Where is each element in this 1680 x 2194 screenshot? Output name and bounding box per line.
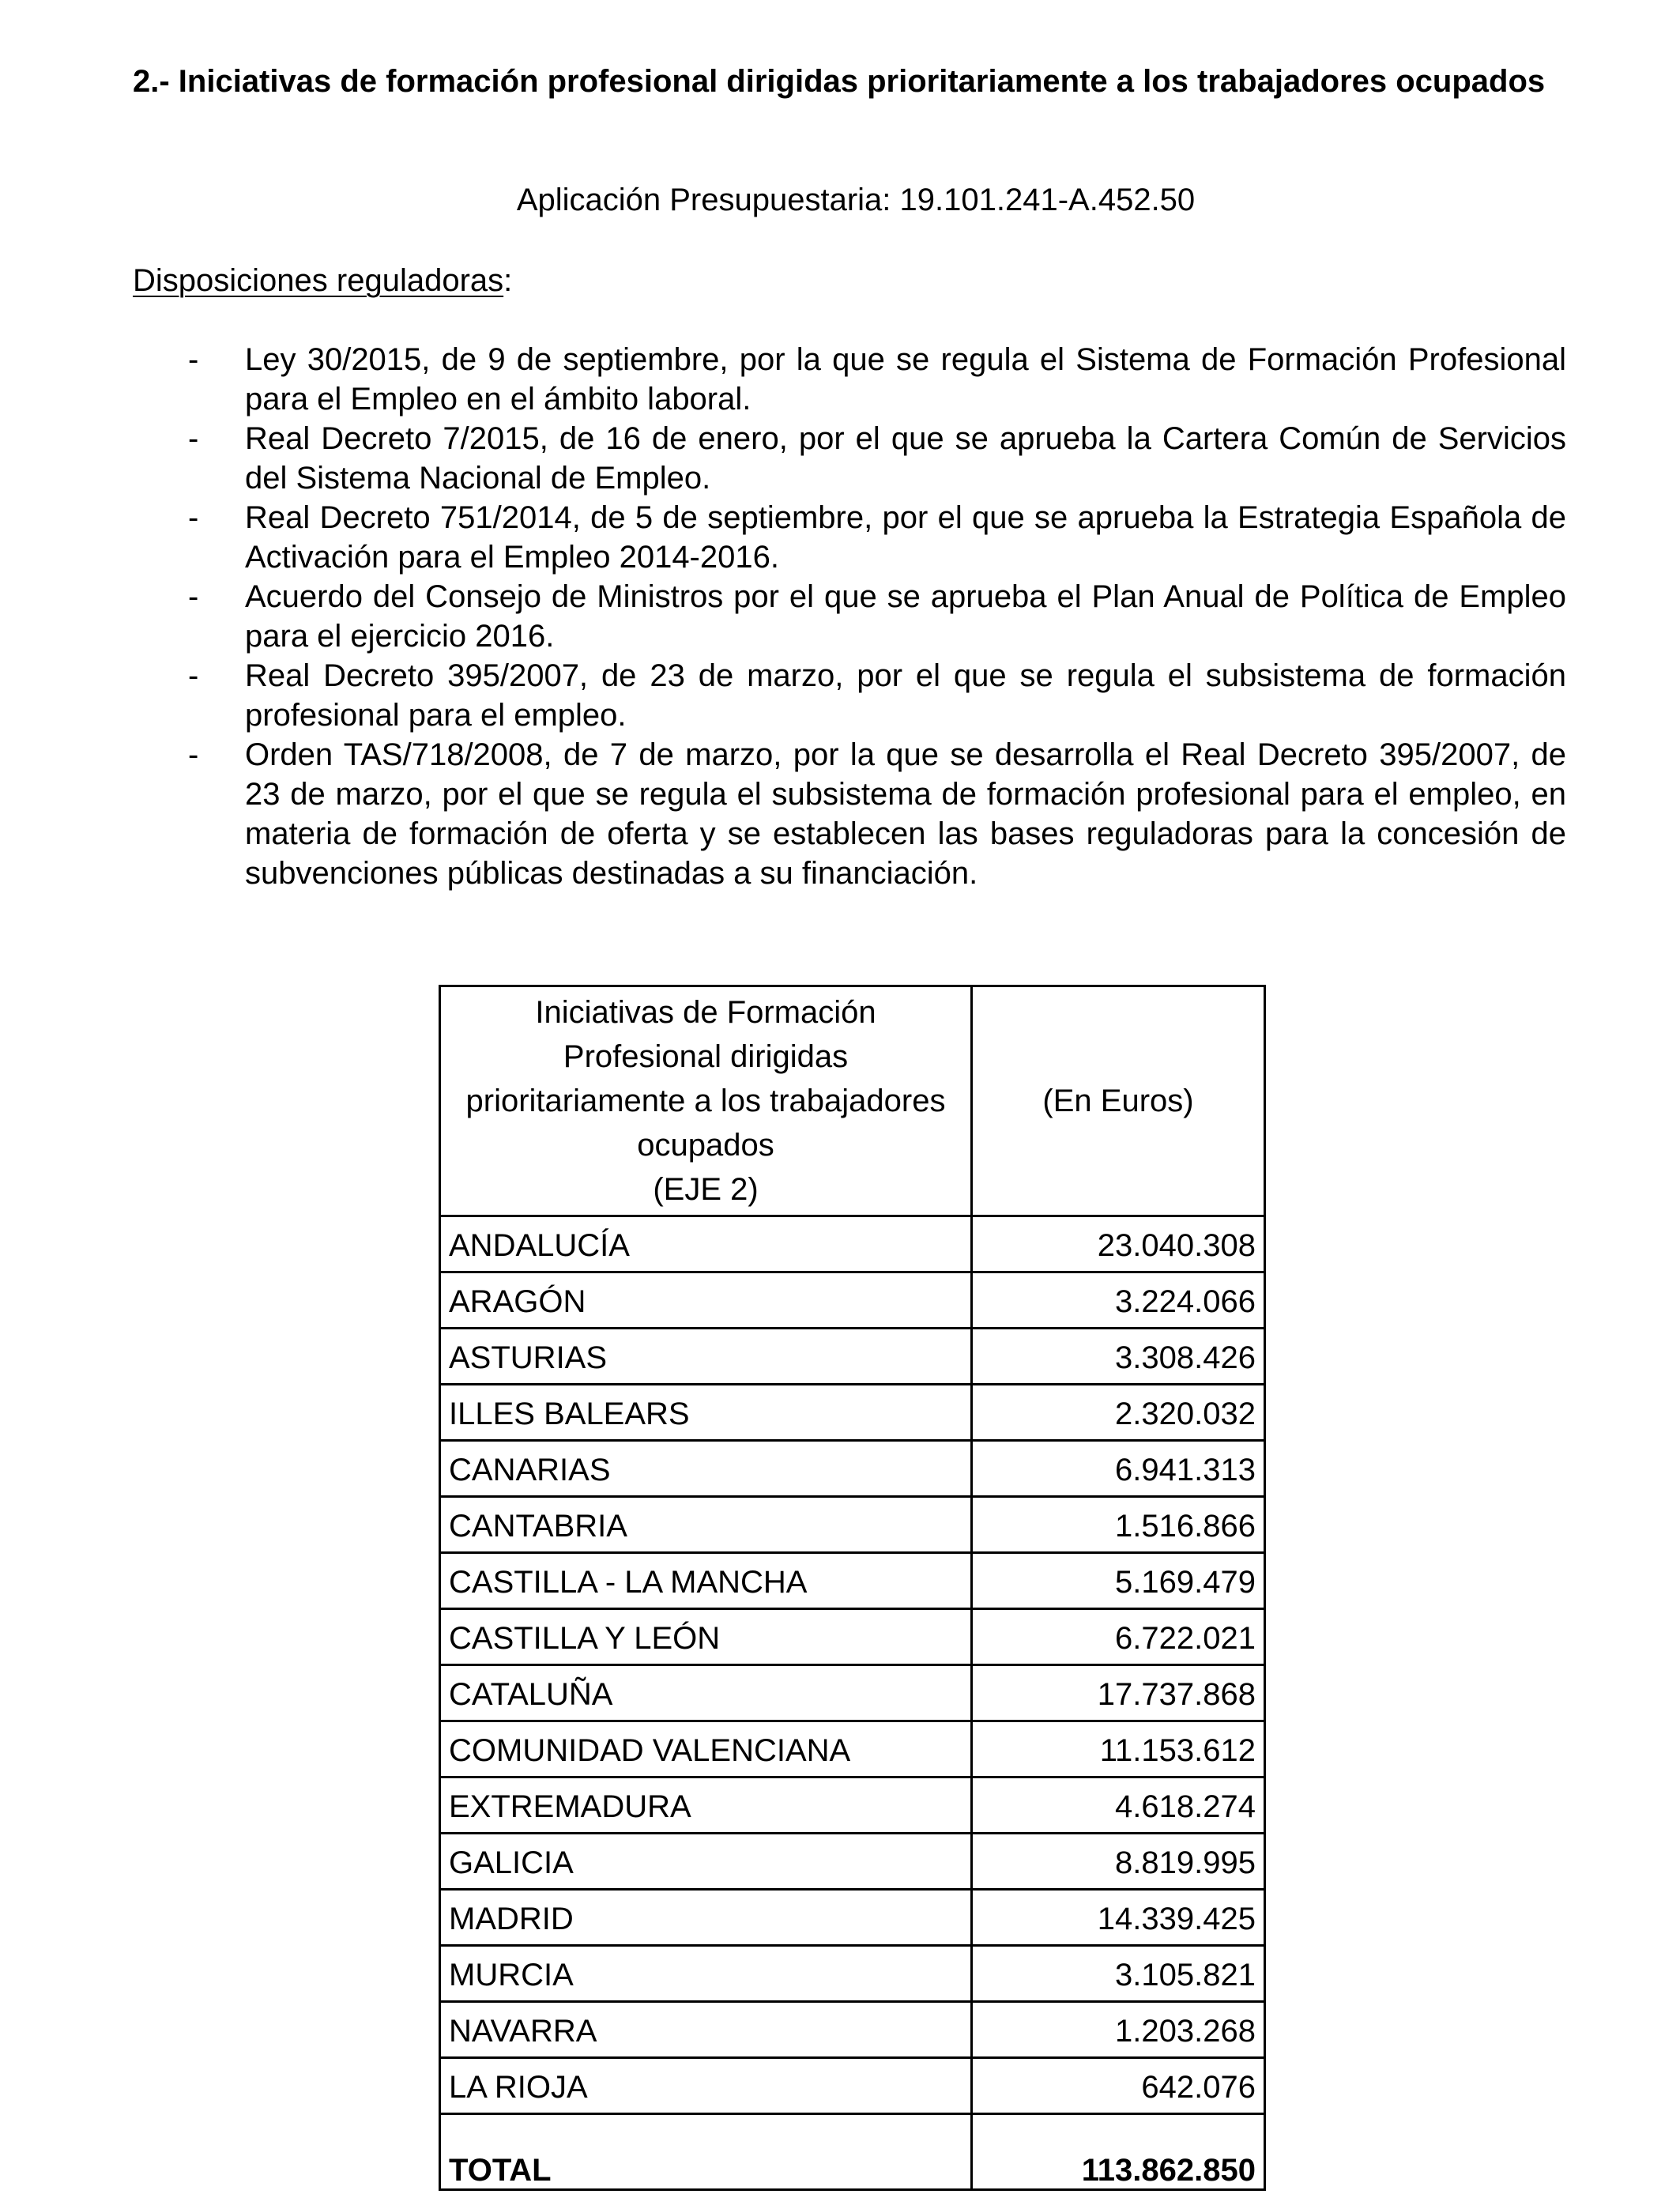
table-body: [440, 1216, 1265, 2190]
table-row: [440, 2058, 1265, 2114]
header-line: (EJE 2): [653, 1172, 759, 1207]
regulation-text: Acuerdo del Consejo de Ministros por el que se aprueba el Plan Anual de Política de Empleo para el ejercicio 2016.: [245, 579, 1566, 654]
table-row: [440, 1272, 1265, 1329]
table-row: [440, 1329, 1265, 1385]
section-heading: 2.- Iniciativas de formación profesional dirigidas prioritariamente a los trabajadores ocupados: [133, 64, 1546, 99]
list-dash: -: [188, 737, 199, 772]
column-header-euros: (En Euros): [972, 986, 1265, 1216]
region-name: CASTILLA Y LEÓN: [440, 1609, 972, 1665]
header-line: Profesional dirigidas: [563, 1039, 849, 1074]
region-amount: 3.224.066: [972, 1272, 1265, 1329]
region-amount: 642.076: [972, 2058, 1265, 2114]
list-dash: -: [188, 500, 199, 535]
header-line: ocupados: [637, 1128, 774, 1163]
regulation-text: Real Decreto 7/2015, de 16 de enero, por el que se aprueba la Cartera Común de Servicios del Sistema Nacional de Empleo.: [245, 421, 1566, 496]
region-name: ASTURIAS: [440, 1329, 972, 1385]
disposiciones-label-colon: :: [503, 263, 513, 298]
regulation-item: [0, 656, 1680, 735]
table-row: [440, 1777, 1265, 1834]
table-row: [440, 1385, 1265, 1441]
region-name: ANDALUCÍA: [440, 1216, 972, 1272]
region-amount: 8.819.995: [972, 1834, 1265, 1890]
region-name: MADRID: [440, 1890, 972, 1946]
region-amount: 3.105.821: [972, 1946, 1265, 2002]
region-name: ILLES BALEARS: [440, 1385, 972, 1441]
region-amount: 3.308.426: [972, 1329, 1265, 1385]
list-dash: -: [188, 658, 199, 693]
regulation-item: [0, 577, 1680, 656]
list-dash: -: [188, 579, 199, 614]
region-name: NAVARRA: [440, 2002, 972, 2058]
table-row: [440, 1216, 1265, 1272]
region-amount: 23.040.308: [972, 1216, 1265, 1272]
region-amount: 11.153.612: [972, 1721, 1265, 1777]
regulation-text: Real Decreto 751/2014, de 5 de septiembre, por el que se aprueba la Estrategia Española de Activación para el Empleo 2014-2016.: [245, 500, 1566, 575]
region-name: CANARIAS: [440, 1441, 972, 1497]
region-name: COMUNIDAD VALENCIANA: [440, 1721, 972, 1777]
regulation-text: Ley 30/2015, de 9 de septiembre, por la que se regula el Sistema de Formación Profesional para el Empleo en el ámbito laboral.: [245, 342, 1566, 417]
total-label: TOTAL: [440, 2114, 972, 2190]
table-row: [440, 1553, 1265, 1609]
region-amount: 1.203.268: [972, 2002, 1265, 2058]
regulation-text: Orden TAS/718/2008, de 7 de marzo, por la que se desarrolla el Real Decreto 395/2007, de 23 de marzo, por el que se regula el subsistema de formación profesional para el empleo, en materia de formación de oferta y se establecen las bases reguladoras para la concesión de subvenciones públicas destinadas a su financiación.: [245, 737, 1566, 891]
list-dash: -: [188, 342, 199, 377]
table-row: [440, 1497, 1265, 1553]
regulation-item: [0, 498, 1680, 577]
table-row: [440, 1834, 1265, 1890]
total-row: [440, 2114, 1265, 2190]
region-name: ARAGÓN: [440, 1272, 972, 1329]
column-header-initiative: [440, 986, 972, 1216]
regulations-list: [0, 340, 1680, 893]
region-amount: 14.339.425: [972, 1890, 1265, 1946]
allocation-table: [439, 985, 1266, 2191]
regulation-text: Real Decreto 395/2007, de 23 de marzo, por el que se regula el subsistema de formación profesional para el empleo.: [245, 658, 1566, 733]
region-amount: 2.320.032: [972, 1385, 1265, 1441]
region-amount: 6.722.021: [972, 1609, 1265, 1665]
region-name: EXTREMADURA: [440, 1777, 972, 1834]
table-row: [440, 1609, 1265, 1665]
region-amount: 17.737.868: [972, 1665, 1265, 1721]
region-name: CANTABRIA: [440, 1497, 972, 1553]
list-dash: -: [188, 421, 199, 456]
region-amount: 5.169.479: [972, 1553, 1265, 1609]
disposiciones-label-text: Disposiciones reguladoras: [133, 263, 504, 298]
disposiciones-label: [133, 261, 512, 300]
regulation-item: [0, 340, 1680, 419]
budget-application-line: Aplicación Presupuestaria: 19.101.241-A.452.50: [516, 183, 1196, 217]
table-row: [440, 1665, 1265, 1721]
region-amount: 1.516.866: [972, 1497, 1265, 1553]
table-row: [440, 1890, 1265, 1946]
region-name: LA RIOJA: [440, 2058, 972, 2114]
region-name: CATALUÑA: [440, 1665, 972, 1721]
header-line: Iniciativas de Formación: [535, 995, 876, 1030]
table-row: [440, 2002, 1265, 2058]
table-header-row: [440, 986, 1265, 1216]
table-row: [440, 1721, 1265, 1777]
regulation-item: [0, 419, 1680, 498]
total-amount: 113.862.850: [972, 2114, 1265, 2190]
regulation-item: [0, 735, 1680, 893]
region-name: GALICIA: [440, 1834, 972, 1890]
table-row: [440, 1441, 1265, 1497]
region-name: MURCIA: [440, 1946, 972, 2002]
header-line: prioritariamente a los trabajadores: [465, 1084, 946, 1118]
region-name: CASTILLA - LA MANCHA: [440, 1553, 972, 1609]
region-amount: 4.618.274: [972, 1777, 1265, 1834]
region-amount: 6.941.313: [972, 1441, 1265, 1497]
table-row: [440, 1946, 1265, 2002]
